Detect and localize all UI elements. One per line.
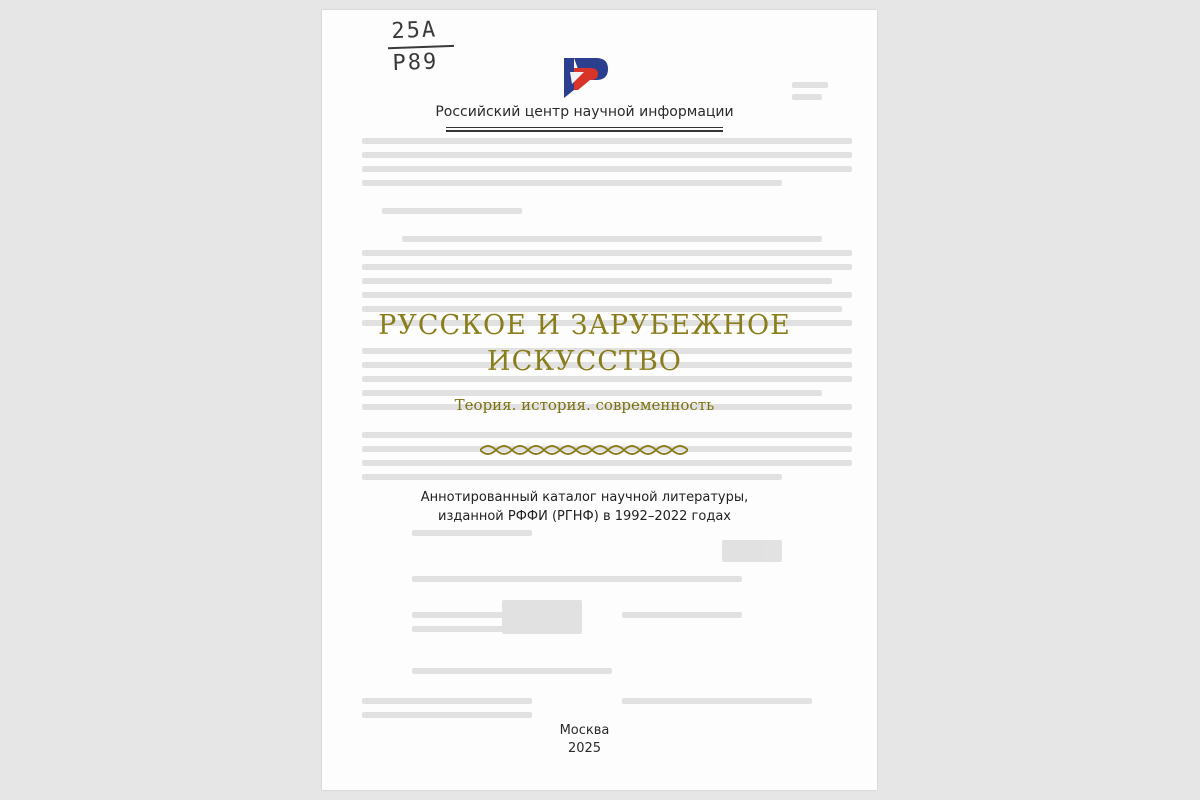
organization-rule: [446, 127, 723, 128]
organization-rule-thick: [446, 130, 723, 132]
imprint-city: Москва: [559, 723, 610, 738]
shelf-mark-top: 25A: [391, 17, 438, 45]
imprint: [322, 722, 847, 758]
handwritten-shelf-mark: [391, 17, 455, 77]
rcni-logo-icon: [560, 54, 616, 102]
book-subtitle: Теория. история. современность: [454, 396, 715, 414]
book-title: [322, 308, 847, 380]
imprint-year: 2025: [567, 741, 602, 756]
shelf-mark-bottom: P89: [392, 49, 439, 77]
catalog-description: [322, 488, 847, 526]
book-title-line-1: РУССКОЕ И ЗАРУБЕЖНОЕ: [378, 310, 791, 341]
catalog-description-line-1: Аннотированный каталог научной литературы,: [420, 490, 749, 505]
catalog-description-line-2: изданной РФФИ (РГНФ) в 1992–2022 годах: [438, 509, 731, 524]
title-page: [322, 10, 877, 790]
braided-ornament-icon: [480, 440, 688, 460]
organization-name: Российский центр научной информации: [435, 104, 734, 120]
book-title-line-2: ИСКУССТВО: [487, 346, 682, 377]
